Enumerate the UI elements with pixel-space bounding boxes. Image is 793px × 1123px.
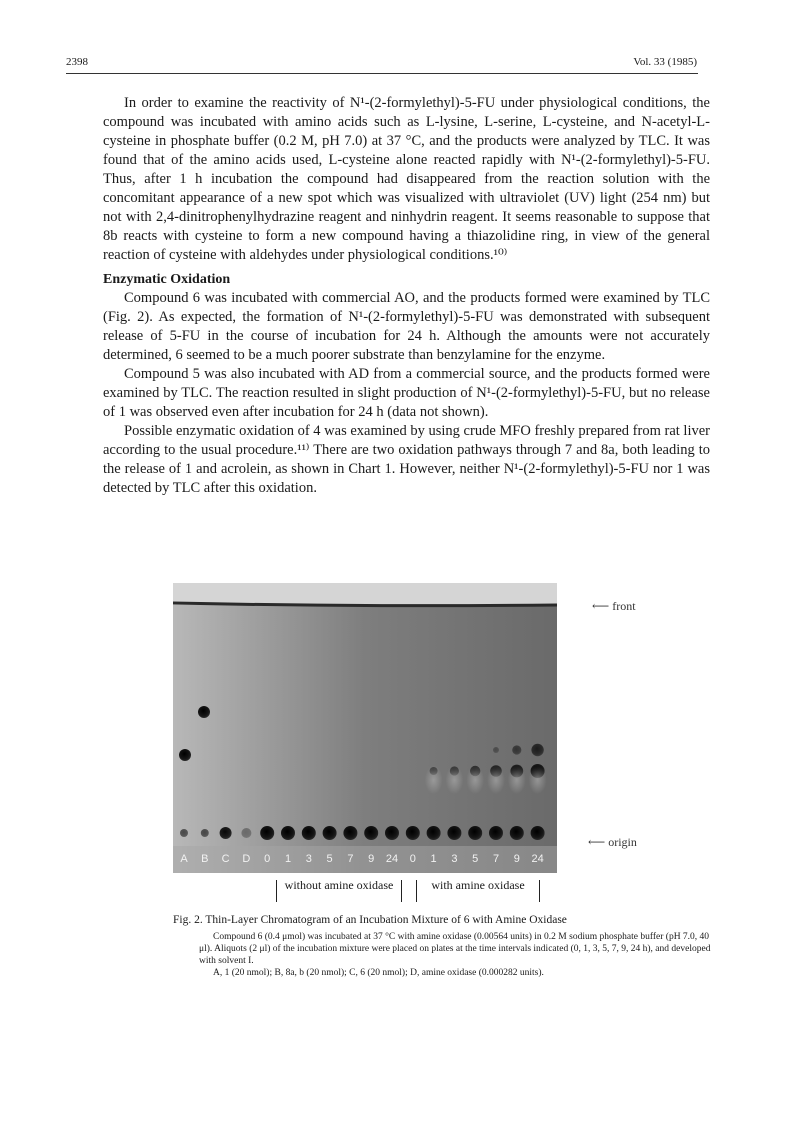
lane-label: 3 (305, 853, 312, 865)
caption-note-2: A, 1 (20 nmol); B, 8a, b (20 nmol); C, 6 (20 nmol); D, amine oxidase (0.000282 units). (213, 968, 544, 978)
lane-label: 9 (368, 853, 375, 865)
article-body (103, 94, 710, 498)
tlc-product-smear (529, 766, 547, 794)
origin-label: origin (608, 835, 637, 849)
tlc-product-smear (487, 766, 505, 794)
front-annotation (592, 599, 636, 614)
lane-label: B (201, 853, 209, 865)
group-with-label: with amine oxidase (431, 878, 525, 892)
front-label: front (612, 599, 636, 613)
paragraph-1: In order to examine the reactivity of N¹-(2-formylethyl)-5-FU under physiological conditions, the compound was incubated with amino acids such as L-lysine, L-serine, L-cysteine, and N-acetyl-L-cysteine in phosphate buffer (0.2 M, pH 7.0) at 37 °C, and the products were analyzed by TLC. It was found that of the amino acids used, L-cysteine alone reacted rapidly with N¹-(2-formylethyl)-5-FU. Thus, after 1 h incubation the compound had disappeared from the reaction solution with the concomitant appearance of a new spot which was visualized with ultraviolet (UV) light (254 nm) but not with 2,4-dinitrophenylhydrazine reagent and ninhydrin reagent. It seems reasonable to suppose that 8b reacts with cysteine to form a new compound having a thiazolidine ring, in view of the general reaction of cysteine with aldehydes under physiological conditions.¹⁰⁾ (103, 95, 710, 263)
section-heading: Enzymatic Oxidation (103, 272, 231, 287)
tlc-spot-lane-b (179, 749, 191, 761)
tlc-origin-spot (180, 829, 188, 837)
lane-label: 7 (347, 853, 354, 865)
lane-label: A (180, 853, 188, 865)
caption-note-1: Compound 6 (0.4 μmol) was incubated at 37 °C with amine oxidase (0.00564 units) in 0.2 M sodium phosphate buffer (pH 7.0, 40 μl). Aliquots (2 μl) of the incubation mixture were placed on plates at the time intervals indicated (0, 1, 3, 5, 7, 9, 24 h), and developed with solvent I. (199, 932, 711, 966)
lane-label: 0 (409, 853, 416, 865)
group-right-bar (539, 880, 540, 902)
tlc-origin-spot (281, 826, 295, 840)
lane-label: 9 (513, 853, 520, 865)
lane-label: 5 (326, 853, 333, 865)
tlc-product-smear (425, 766, 443, 794)
journal-volume: Vol. 33 (1985) (633, 56, 697, 68)
tlc-product-smear (466, 766, 484, 794)
tlc-origin-spot (343, 826, 357, 840)
group-without-label: without amine oxidase (284, 878, 394, 892)
tlc-product-spot-lower (493, 747, 499, 753)
paragraph-2: Compound 6 was incubated with commercial AO, and the products formed were examined by TLC (Fig. 2). As expected, the formation of N¹-(2-formylethyl)-5-FU was demonstrated with subsequent release of 5-FU in the course of incubation for 24 h. Although the amounts were not accurately determined, 6 seemed to be a much poorer substrate than benzylamine for the enzyme. (103, 290, 710, 363)
lane-label: 24 (531, 853, 544, 865)
tlc-origin-spot (447, 826, 461, 840)
lane-label: 0 (264, 853, 271, 865)
lane-label: 5 (472, 853, 479, 865)
tlc-origin-spot (406, 826, 420, 840)
origin-annotation (588, 835, 637, 850)
tlc-origin-spot (510, 826, 524, 840)
lane-label: 24 (385, 853, 399, 865)
tlc-origin-spot (241, 828, 251, 838)
tlc-spot-lane-a (198, 706, 210, 718)
tlc-origin-spot (260, 826, 274, 840)
tlc-plate-image (173, 583, 557, 873)
tlc-origin-spot (427, 826, 441, 840)
group-left-bar (416, 880, 417, 902)
group-right-bar (401, 880, 402, 902)
lane-label: D (242, 853, 251, 865)
tlc-product-spot-lower (531, 744, 543, 756)
figure-caption (173, 913, 717, 979)
tlc-origin-spot (468, 826, 482, 840)
group-with-amine-oxidase (416, 878, 540, 893)
tlc-origin-spot (385, 826, 399, 840)
lane-label: C (221, 853, 230, 865)
lane-label-strip (173, 846, 557, 873)
lane-label: 1 (284, 853, 292, 865)
tlc-plate-drawing (173, 583, 557, 873)
paragraph-3: Compound 5 was also incubated with AD from a commercial source, and the products formed were examined by TLC. The reaction resulted in slight production of N¹-(2-formylethyl)-5-FU, but no release of 1 was observed even after incubation for 24 h (data not shown). (103, 366, 710, 420)
plate-top-band (173, 583, 557, 605)
arrow-left-icon: ⟵ (588, 835, 606, 849)
tlc-origin-spot (201, 829, 209, 837)
tlc-origin-spot (323, 826, 337, 840)
header-rule (66, 73, 698, 74)
lane-label: 1 (430, 853, 437, 865)
tlc-product-smear (508, 766, 526, 794)
group-without-amine-oxidase (276, 878, 402, 893)
tlc-origin-spot (531, 826, 545, 840)
group-left-bar (276, 880, 277, 902)
tlc-origin-spot (302, 826, 316, 840)
tlc-origin-spot (220, 827, 232, 839)
arrow-left-icon: ⟵ (592, 599, 610, 613)
lane-label: 3 (451, 853, 458, 865)
tlc-product-smear (445, 766, 463, 794)
tlc-origin-spot (489, 826, 503, 840)
caption-notes (173, 931, 717, 979)
lane-label: 7 (492, 853, 500, 865)
page-number: 2398 (66, 56, 88, 68)
caption-title: Fig. 2. Thin-Layer Chromatogram of an Incubation Mixture of 6 with Amine Oxidase (173, 914, 567, 926)
tlc-product-spot-lower (512, 745, 521, 754)
tlc-origin-spot (364, 826, 378, 840)
paragraph-4: Possible enzymatic oxidation of 4 was examined by using crude MFO freshly prepared from rat liver according to the usual procedure.¹¹⁾ There are two oxidation pathways through 7 and 8a, both leading to the release of 1 and acrolein, as shown in Chart 1. However, neither N¹-(2-formylethyl)-5-FU nor 1 was detected by TLC after this oxidation. (103, 423, 710, 496)
